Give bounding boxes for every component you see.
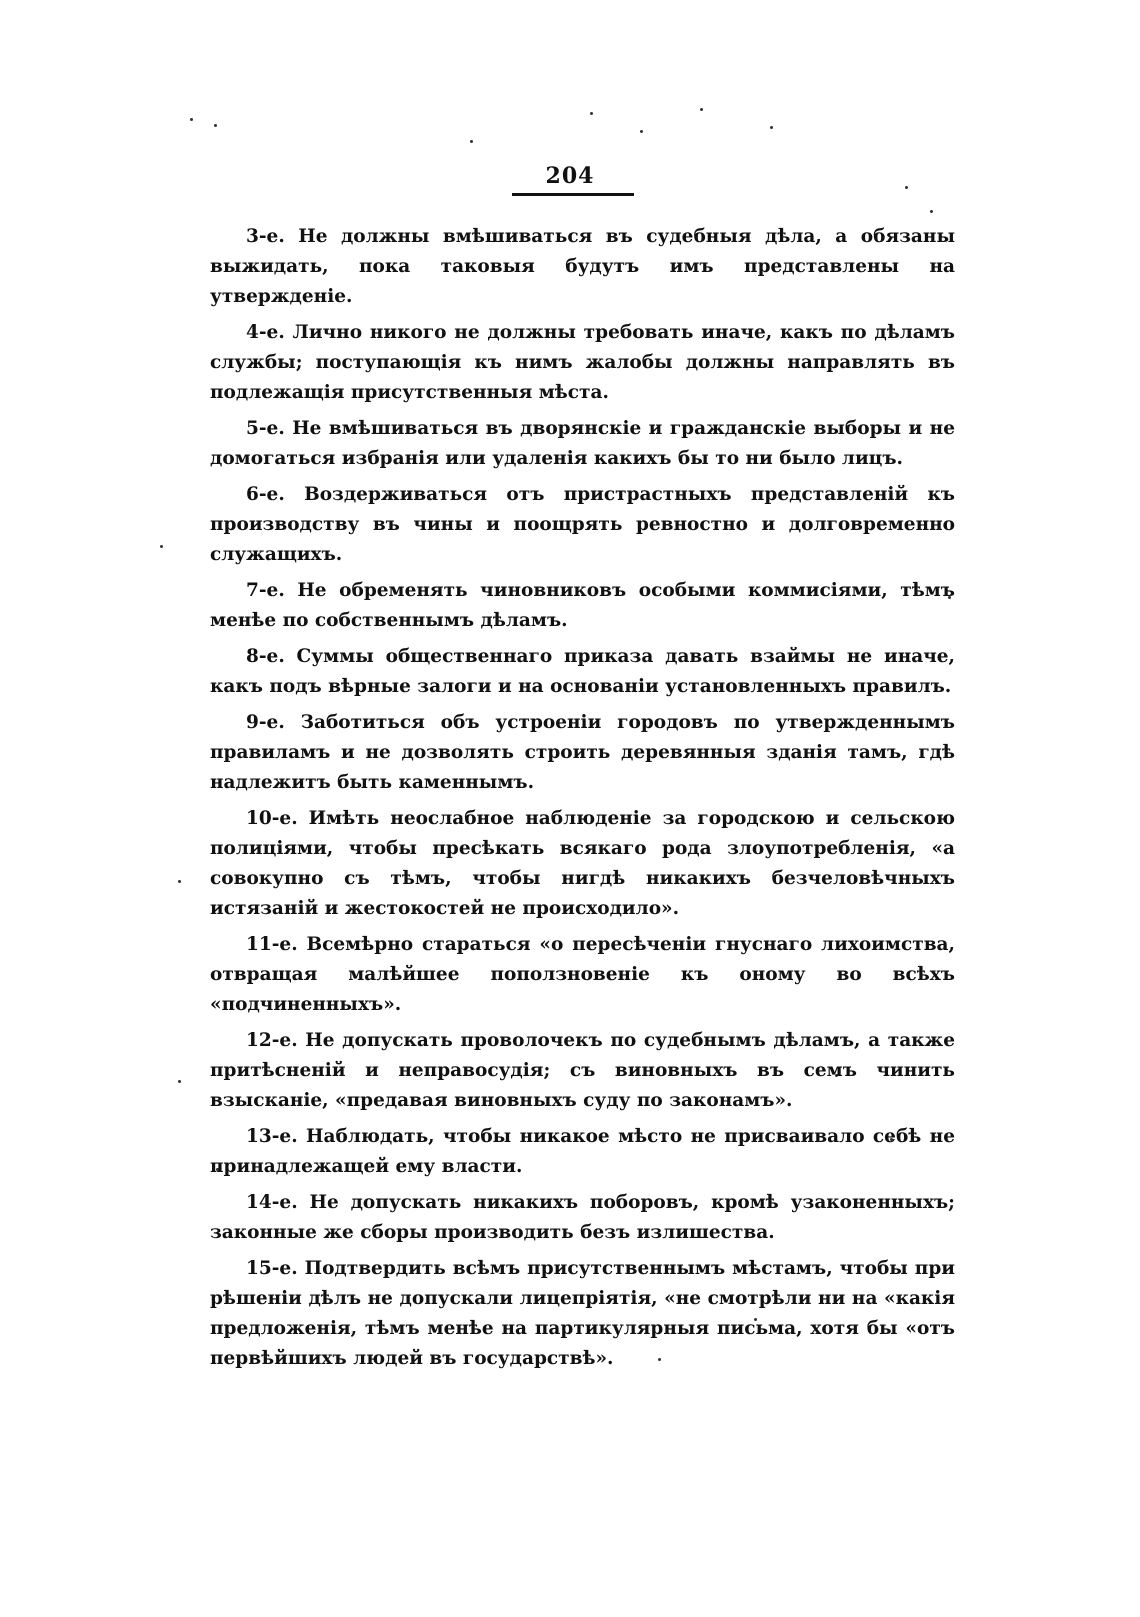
paragraph-10: 10-е. Имѣть неослабное наблюденіе за городскою и сельскою полиціями, чтобы пресѣкать всякаго рода злоупотребленія, «а совокупно съ тѣмъ, чтобы нигдѣ никакихъ безчеловѣчныхъ истязаній и жестокостей не происходило». [210, 808, 955, 919]
paragraph-13: 13-е. Наблюдать, чтобы никакое мѣсто не присваивало себѣ не принадлежащей ему власти. [210, 1126, 955, 1177]
paragraph-9: 9-е. Заботиться объ устроеніи городовъ по утвержденнымъ правиламъ и не дозволять строить деревянныя зданія тамъ, гдѣ надлежитъ быть каменнымъ. [210, 712, 955, 793]
paragraph-7: 7-е. Не обременять чиновниковъ особыми коммисіями, тѣмъ менѣе по собственнымъ дѣламъ. [210, 580, 955, 631]
paragraph-15: 15-е. Подтвердить всѣмъ присутственнымъ мѣстамъ, чтобы при рѣшеніи дѣлъ не допускали лицепріятія, «не смотрѣли ни на «какія предложенія, тѣмъ менѣе на партикулярныя письма, хотя бы «отъ первѣйшихъ людей въ государствѣ». [210, 1258, 955, 1369]
paragraph-4: 4-е. Лично никого не должны требовать иначе, какъ по дѣламъ службы; поступающія къ нимъ жалобы должны направлять въ подлежащія присутственныя мѣста. [210, 322, 955, 403]
body-text [210, 222, 955, 1380]
scan-speck [178, 1080, 181, 1083]
scan-speck [160, 545, 163, 548]
page-number-rule [512, 193, 634, 196]
paragraph-3: 3-е. Не должны вмѣшиваться въ судебныя дѣла, а обязаны выжидать, пока таковыя будутъ имъ представлены на утвержденіе. [210, 226, 955, 307]
paragraph-11: 11-е. Всемѣрно стараться «о пересѣченіи гнуснаго лихоимства, отвращая малѣйшее поползновеніе къ оному во всѣхъ «подчиненныхъ». [210, 934, 955, 1015]
scan-speck [700, 108, 703, 111]
paragraph-8: 8-е. Суммы общественнаго приказа давать взаймы не иначе, какъ подъ вѣрные залоги и на основаніи установленныхъ правилъ. [210, 646, 955, 697]
scan-speck [470, 140, 473, 143]
paragraph-6: 6-е. Воздерживаться отъ пристрастныхъ представленій къ производству въ чины и поощрять ревностно и долговременно служащихъ. [210, 484, 955, 565]
scan-speck [905, 186, 908, 189]
scan-speck [178, 880, 181, 883]
paragraph-12: 12-е. Не допускать проволочекъ по судебнымъ дѣламъ, а также притѣсненій и неправосудія; съ виновныхъ въ семъ чинить взысканіе, «предавая виновныхъ суду по законамъ». [210, 1030, 955, 1111]
scan-speck [214, 124, 217, 127]
scan-speck [190, 118, 193, 121]
page-number: 204 [545, 163, 595, 189]
paragraph-5: 5-е. Не вмѣшиваться въ дворянскіе и гражданскіе выборы и не домогаться избранія или удаленія какихъ бы то ни было лицъ. [210, 418, 955, 469]
scan-speck [640, 130, 643, 133]
scan-speck [770, 126, 773, 129]
scan-speck [590, 112, 593, 115]
paragraph-14: 14-е. Не допускать никакихъ поборовъ, кромѣ узаконенныхъ; законные же сборы производить безъ излишества. [210, 1192, 955, 1243]
scan-speck [930, 210, 933, 213]
